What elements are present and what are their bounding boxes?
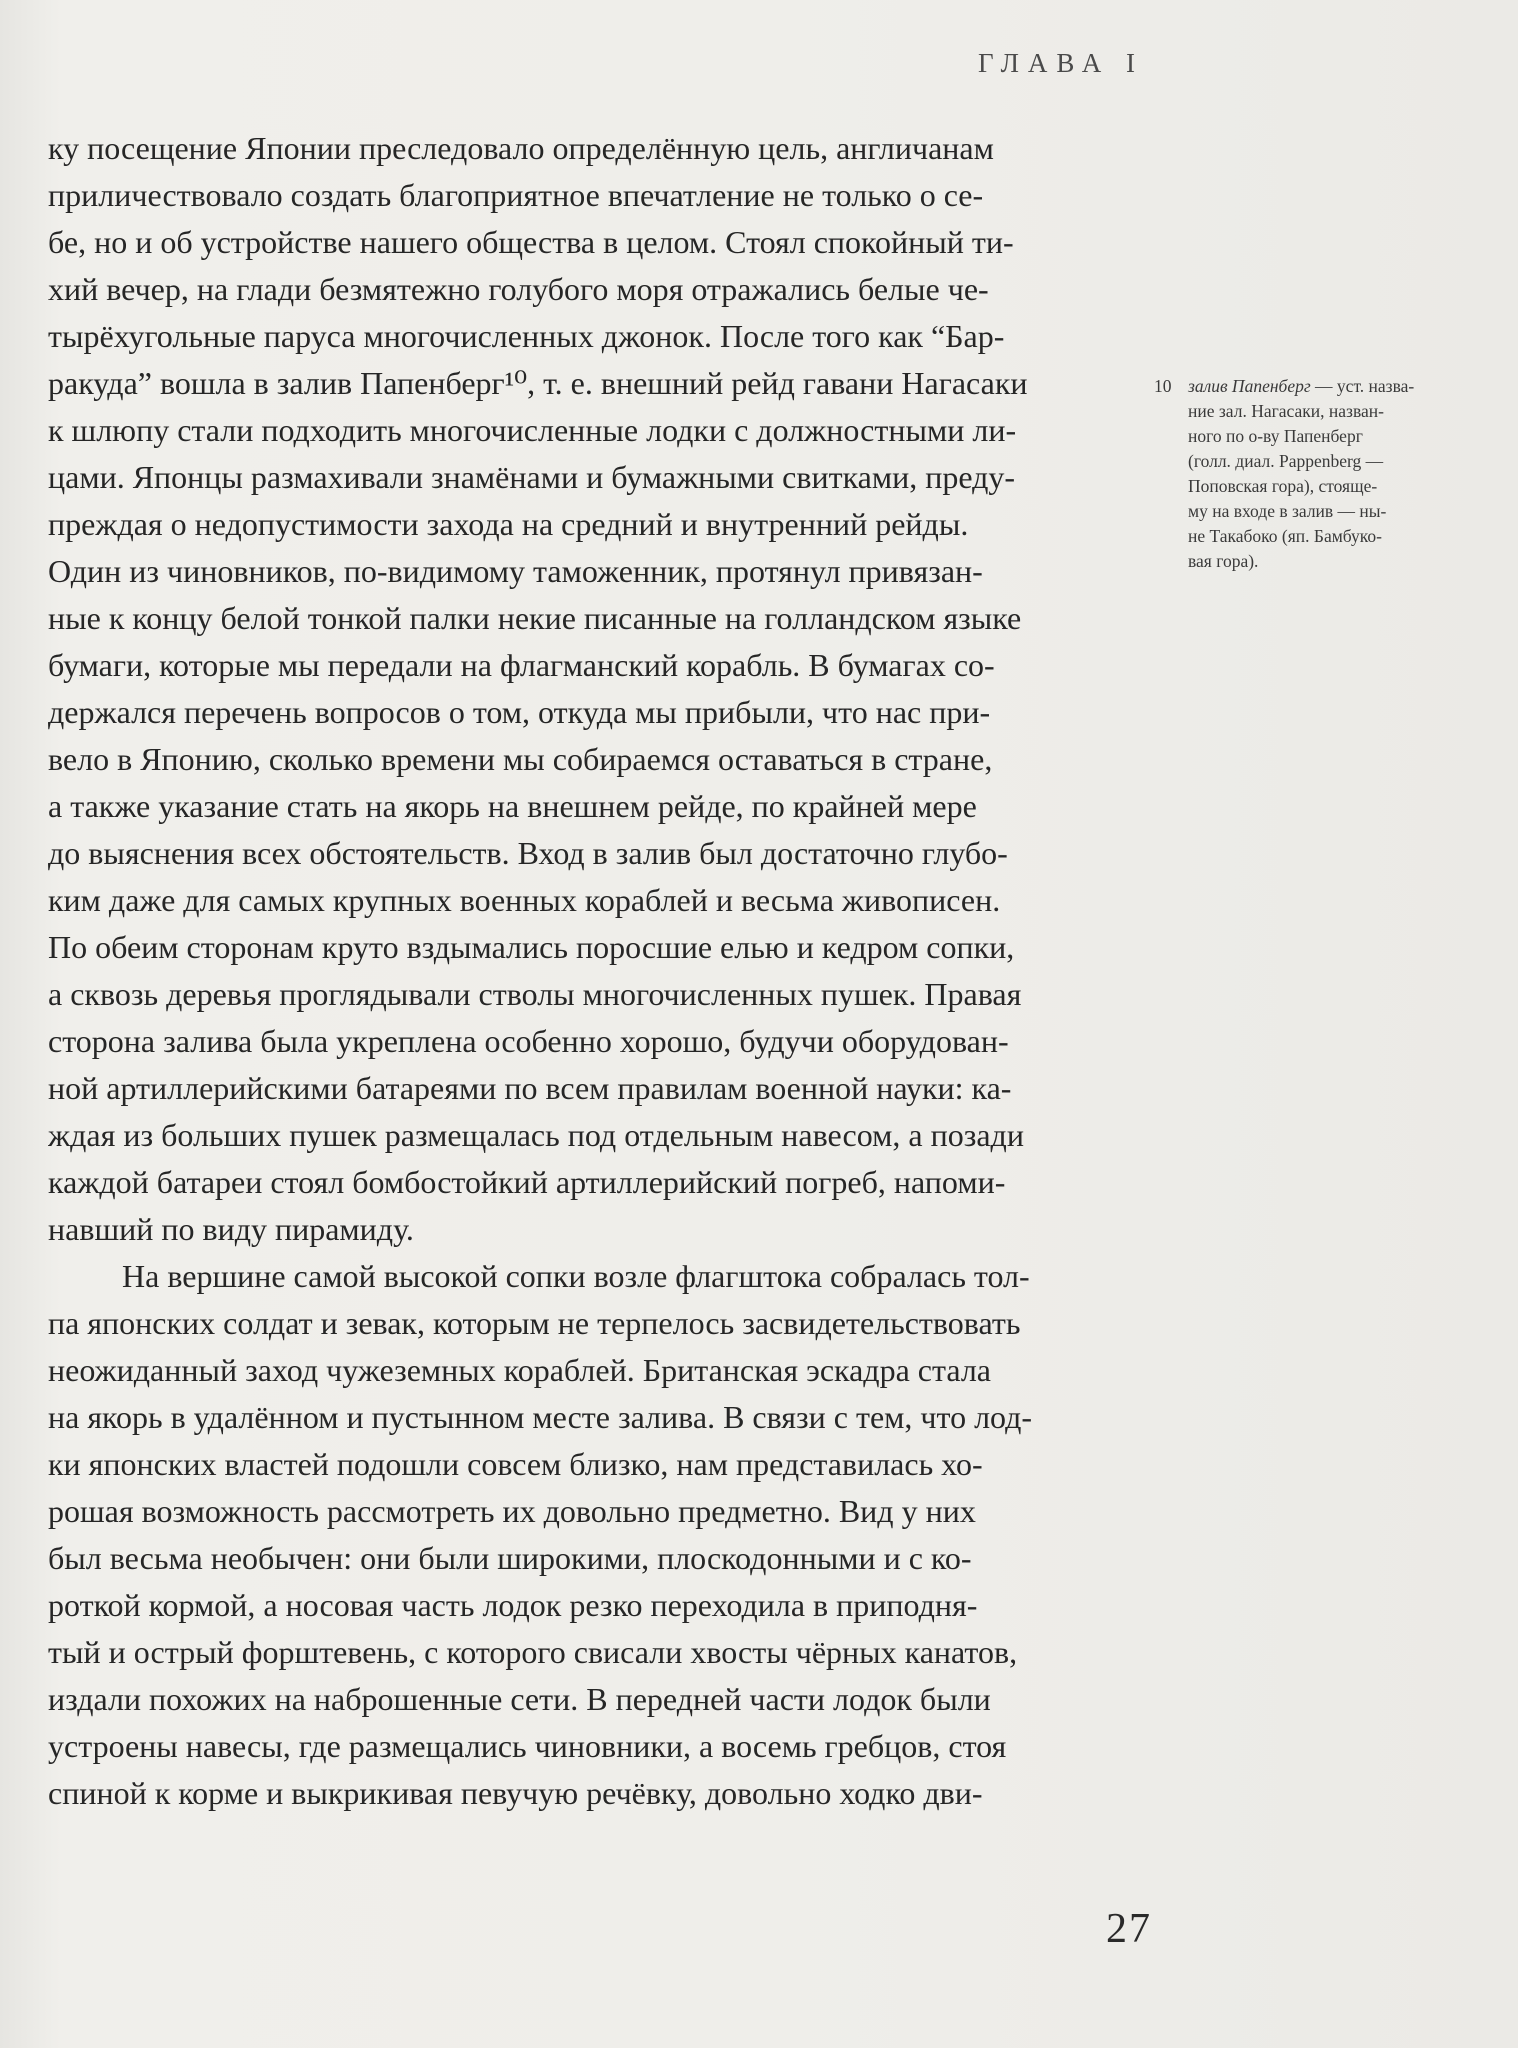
text-line: ждая из больших пушек размещалась под отдельным навесом, а позади [48,1117,1024,1153]
paragraph-first-line: На вершине самой высокой сопки возле флагштока собралась тол- [122,1258,1030,1294]
text-line: спиной к корме и выкрикивая певучую речёвку, довольно ходко дви- [48,1775,983,1811]
footnote-text: — уст. назва- [1310,376,1415,396]
text-line: роткой кормой, а носовая часть лодок резко переходила в приподня- [48,1587,978,1623]
text-line: преждая о недопустимости захода на средний и внутренний рейды. [48,506,969,542]
footnote-line: Поповская гора), стояще- [1188,476,1378,496]
text-line: ким даже для самых крупных военных кораблей и весьма живописен. [48,882,1001,918]
text-line: вело в Японию, сколько времени мы собираемся оставаться в стране, [48,741,993,777]
text-line: ной артиллерийскими батареями по всем правилам военной науки: ка- [48,1070,1012,1106]
text-line: па японских солдат и зевак, которым не терпелось засвидетельствовать [48,1305,1021,1341]
text-line: ракуда” вошла в залив Папенберг¹⁰, т. е. внешний рейд гавани Нагасаки [48,365,1028,401]
text-line: на якорь в удалённом и пустынном месте залива. В связи с тем, что лод- [48,1399,1033,1435]
footnote-line: (голл. диал. Pappenberg — [1188,451,1384,471]
text-line: издали похожих на наброшенные сети. В передней части лодок были [48,1681,991,1717]
text-line: сторона залива была укреплена особенно хорошо, будучи оборудован- [48,1023,1009,1059]
text-line: навший по виду пирамиду. [48,1211,414,1247]
text-line: бе, но и об устройстве нашего общества в целом. Стоял спокойный ти- [48,224,1014,260]
text-line: тырёхугольные паруса многочисленных джонок. После того как “Бар- [48,318,1005,354]
footnote-term: залив Папенберг [1188,376,1311,396]
text-line: а сквозь деревья проглядывали стволы многочисленных пушек. Правая [48,976,1022,1012]
text-line: Один из чиновников, по-видимому таможенник, протянул привязан- [48,553,983,589]
footnote-first-line [1154,374,1508,399]
text-line: цами. Японцы размахивали знамёнами и бумажными свитками, преду- [48,459,1016,495]
text-line: а также указание стать на якорь на внешнем рейде, по крайней мере [48,788,977,824]
footnote-line: ние зал. Нагасаки, назван- [1188,401,1384,421]
text-line: держался перечень вопросов о том, откуда мы прибыли, что нас при- [48,694,991,730]
text-line: рошая возможность рассмотреть их довольно предметно. Вид у них [48,1493,976,1529]
text-line: устроены навесы, где размещались чиновники, а восемь гребцов, стоя [48,1728,1007,1764]
footnote-number: 10 [1154,376,1172,396]
text-line: По обеим сторонам круто вздымались поросшие елью и кедром сопки, [48,929,1015,965]
footnote-line: вая гора). [1188,551,1259,571]
text-line: неожиданный заход чужеземных кораблей. Британская эскадра стала [48,1352,991,1388]
text-line: ку посещение Японии преследовало определённую цель, англичанам [48,130,994,166]
footnote-line: не Такабоко (яп. Бамбуко- [1188,526,1382,546]
text-line: хий вечер, на глади безмятежно голубого моря отражались белые че- [48,271,989,307]
text-line: до выяснения всех обстоятельств. Вход в залив был достаточно глубо- [48,835,1008,871]
margin-footnote [1154,374,1508,574]
text-line: был весьма необычен: они были широкими, плоскодонными и с ко- [48,1540,972,1576]
page-number: 27 [1106,1906,1152,1952]
text-line: ные к концу белой тонкой палки некие писанные на голландском языке [48,600,1022,636]
main-text-block [48,125,1153,1817]
footnote-line: му на входе в залив — ны- [1188,501,1387,521]
text-line: к шлюпу стали подходить многочисленные лодки с должностными ли- [48,412,1017,448]
running-head: ГЛАВА I [978,48,1144,78]
text-line: приличествовало создать благоприятное впечатление не только о се- [48,177,984,213]
text-line: ки японских властей подошли совсем близко, нам представилась хо- [48,1446,983,1482]
text-line: каждой батареи стоял бомбостойкий артиллерийский погреб, напоми- [48,1164,1006,1200]
text-line: тый и острый форштевень, с которого свисали хвосты чёрных канатов, [48,1634,1018,1670]
footnote-line: ного по о-ву Папенберг [1188,426,1363,446]
text-line: бумаги, которые мы передали на флагманский корабль. В бумагах со- [48,647,995,683]
